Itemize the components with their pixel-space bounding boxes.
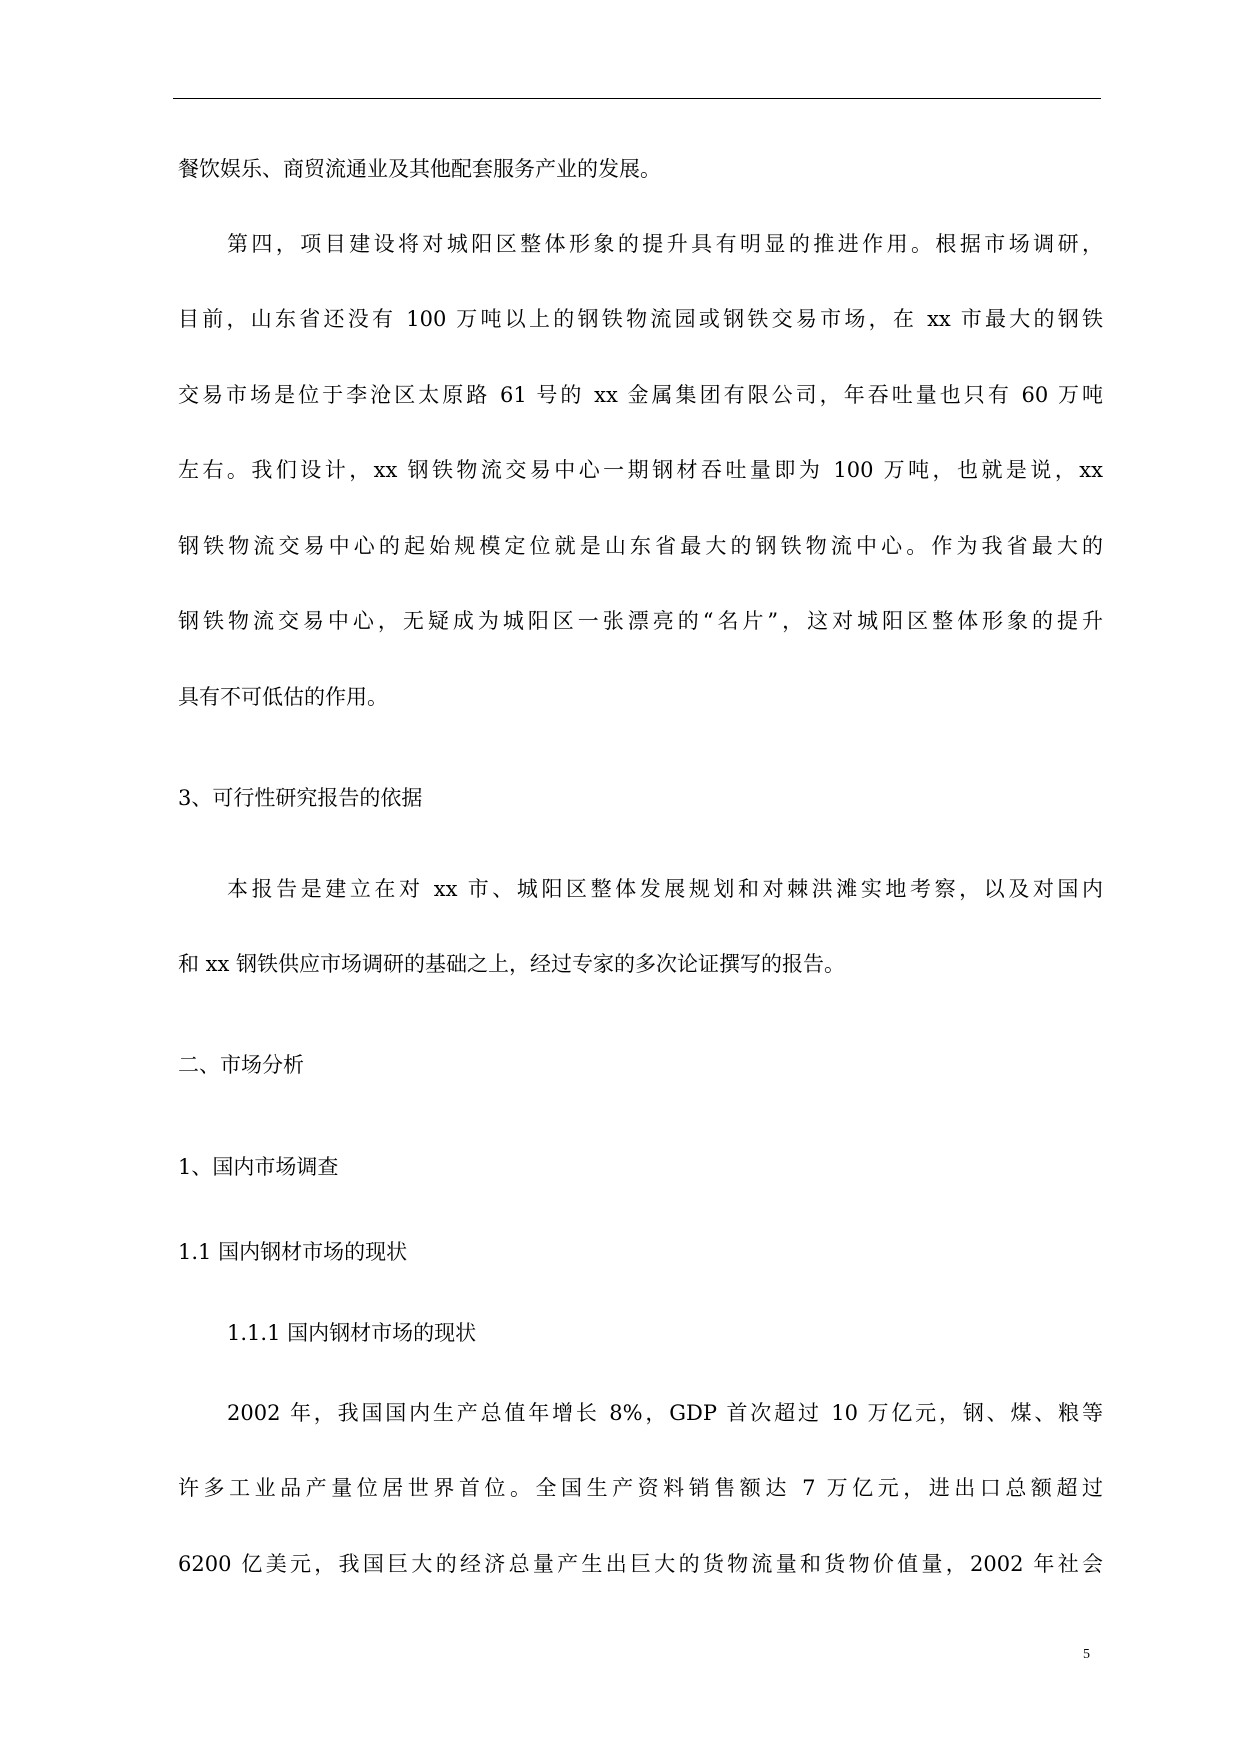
paragraph-line: 和 xx 钢铁供应市场调研的基础之上，经过专家的多次论证撰写的报告。 — [178, 952, 846, 976]
paragraph-line: 具有不可低估的作用。 — [178, 685, 388, 709]
paragraph-line: 钢铁物流交易中心，无疑成为城阳区一张漂亮的“名片”，这对城阳区整体形象的提升 — [178, 609, 1103, 633]
section-heading: 3、可行性研究报告的依据 — [178, 786, 423, 810]
paragraph-line: 餐饮娱乐、商贸流通业及其他配套服务产业的发展。 — [178, 157, 661, 181]
page-number: 5 — [1083, 1647, 1090, 1662]
header-rule — [173, 98, 1101, 99]
paragraph-line: 交易市场是位于李沧区太原路 61 号的 xx 金属集团有限公司，年吞吐量也只有 60 万吨 — [178, 383, 1103, 407]
paragraph-line: 第四，项目建设将对城阳区整体形象的提升具有明显的推进作用。根据市场调研， — [227, 232, 1103, 256]
subsubsection-heading: 1.1.1 国内钢材市场的现状 — [227, 1321, 477, 1345]
paragraph-line: 2002 年，我国国内生产总值年增长 8%，GDP 首次超过 10 万亿元，钢、煤、粮等 — [227, 1401, 1103, 1425]
subsection-heading: 1.1 国内钢材市场的现状 — [178, 1240, 408, 1264]
paragraph-line: 6200 亿美元，我国巨大的经济总量产生出巨大的货物流量和货物价值量，2002 年社会 — [178, 1552, 1103, 1576]
section-heading: 1、国内市场调查 — [178, 1155, 339, 1179]
paragraph-line: 钢铁物流交易中心的起始规模定位就是山东省最大的钢铁物流中心。作为我省最大的 — [178, 534, 1103, 558]
paragraph-line: 许多工业品产量位居世界首位。全国生产资料销售额达 7 万亿元，进出口总额超过 — [178, 1476, 1103, 1500]
paragraph-line: 左右。我们设计，xx 钢铁物流交易中心一期钢材吞吐量即为 100 万吨，也就是说，xx — [178, 458, 1103, 482]
paragraph-line: 目前，山东省还没有 100 万吨以上的钢铁物流园或钢铁交易市场，在 xx 市最大的钢铁 — [178, 307, 1103, 331]
chapter-heading: 二、市场分析 — [178, 1053, 304, 1077]
paragraph-line: 本报告是建立在对 xx 市、城阳区整体发展规划和对棘洪滩实地考察，以及对国内 — [227, 877, 1103, 901]
